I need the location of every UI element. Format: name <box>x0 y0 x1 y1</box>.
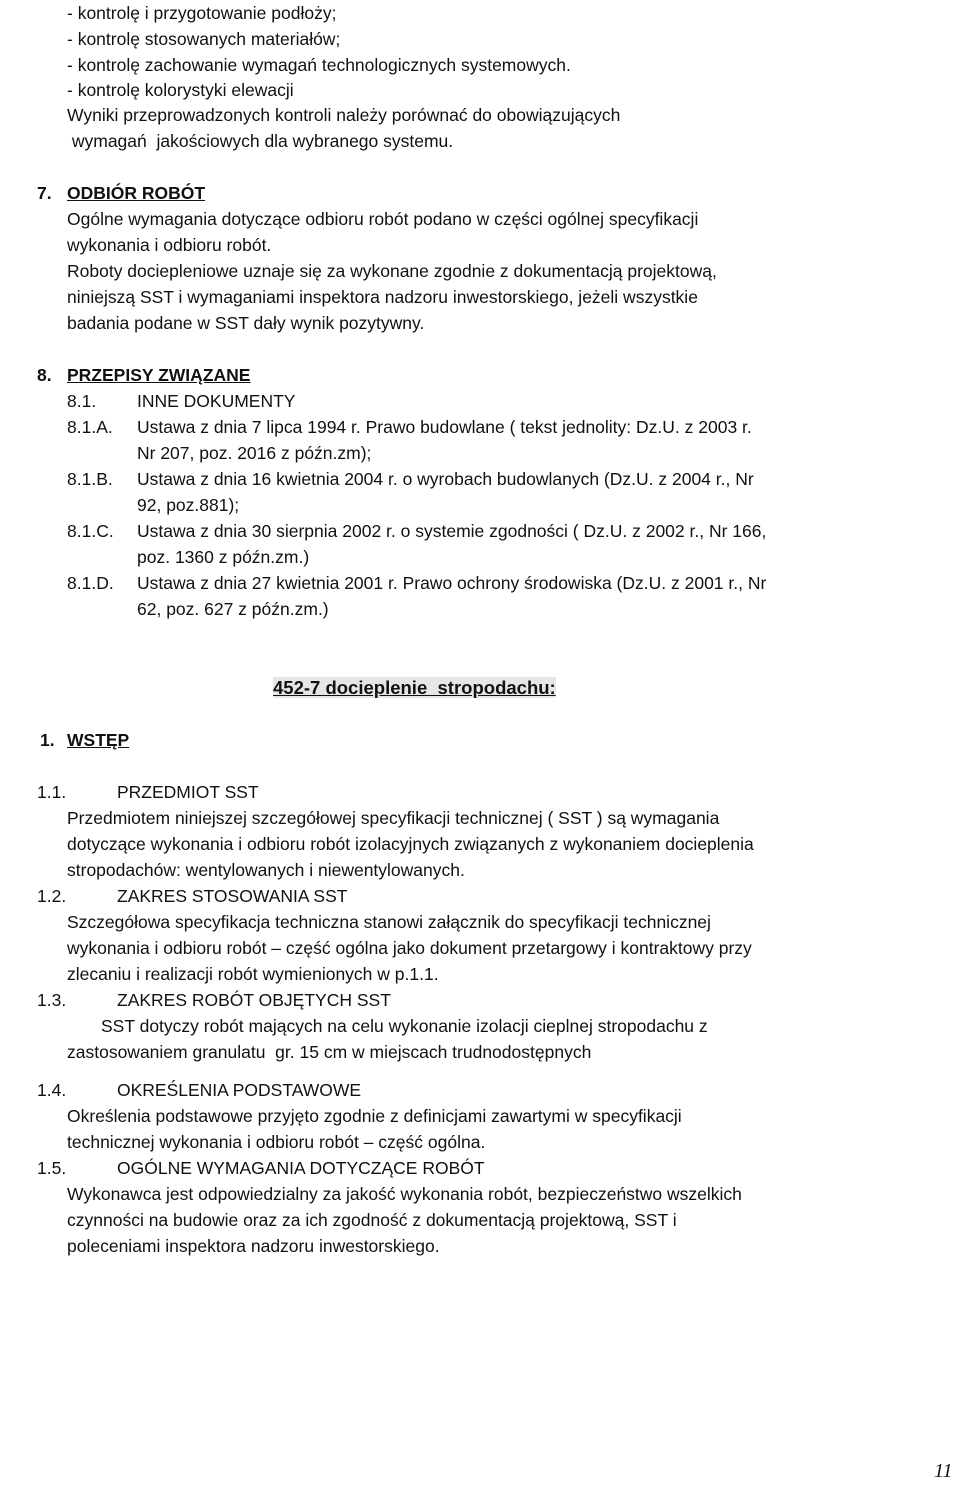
paragraph-line: Wykonawca jest odpowiedzialny za jakość wykonania robót, bezpieczeństwo wszelkich <box>67 1184 742 1204</box>
list-item: - kontrolę kolorystyki elewacji <box>67 80 294 100</box>
regulation-text: Ustawa z dnia 16 kwietnia 2004 r. o wyrobach budowlanych (Dz.U. z 2004 r., Nr <box>137 469 754 489</box>
subsection-number: 1.4. <box>37 1080 67 1100</box>
paragraph-line: stropodachów: wentylowanych i niewentylowanych. <box>67 860 465 880</box>
document-title: 452-7 docieplenie stropodachu: <box>273 677 556 698</box>
section-7-title: ODBIÓR ROBÓT <box>67 183 206 203</box>
section-7-number: 7. <box>37 183 52 203</box>
regulation-text: poz. 1360 z późn.zm.) <box>137 547 310 567</box>
regulation-text: Ustawa z dnia 27 kwietnia 2001 r. Prawo ochrony środowiska (Dz.U. z 2001 r., Nr <box>137 573 767 593</box>
subsection-title: ZAKRES STOSOWANIA SST <box>117 886 348 906</box>
subsection-title: ZAKRES ROBÓT OBJĘTYCH SST <box>117 990 391 1010</box>
subsection-title: OKREŚLENIA PODSTAWOWE <box>117 1080 362 1100</box>
regulation-text: Ustawa z dnia 7 lipca 1994 r. Prawo budowlane ( tekst jednolity: Dz.U. z 2003 r. <box>137 417 752 437</box>
subsection-title: OGÓLNE WYMAGANIA DOTYCZĄCE ROBÓT <box>117 1158 485 1178</box>
subsection-title: PRZEDMIOT SST <box>117 782 259 802</box>
regulation-text: 62, poz. 627 z późn.zm.) <box>137 599 329 619</box>
paragraph-line: SST dotyczy robót mających na celu wykonanie izolacji cieplnej stropodachu z <box>101 1016 708 1036</box>
paragraph-line: zastosowaniem granulatu gr. 15 cm w miejscach trudnodostępnych <box>67 1042 592 1062</box>
section-8-title: PRZEPISY ZWIĄZANE <box>67 365 251 385</box>
regulation-number: 8.1.D. <box>67 573 114 593</box>
paragraph-line: Wyniki przeprowadzonych kontroli należy porównać do obowiązujących <box>67 105 621 125</box>
paragraph-line: technicznej wykonania i odbioru robót – część ogólna. <box>67 1132 486 1152</box>
regulation-text: 92, poz.881); <box>137 495 240 515</box>
subsection-number: 1.5. <box>37 1158 67 1178</box>
paragraph-line: Przedmiotem niniejszej szczegółowej specyfikacji technicznej ( SST ) są wymagania <box>67 808 720 828</box>
paragraph-line: dotyczące wykonania i odbioru robót izolacyjnych związanych z wykonaniem docieplenia <box>67 834 754 854</box>
paragraph-line: czynności na budowie oraz za ich zgodność z dokumentacją projektową, SST i <box>67 1210 677 1230</box>
subsection-number: 1.3. <box>37 990 67 1010</box>
paragraph-line: wykonania i odbioru robót – część ogólna jako dokument przetargowy i kontraktowy przy <box>67 938 752 958</box>
paragraph-line: wykonania i odbioru robót. <box>67 235 272 255</box>
regulation-number: 8.1.B. <box>67 469 113 489</box>
paragraph-line: Ogólne wymagania dotyczące odbioru robót podano w części ogólnej specyfikacji <box>67 209 699 229</box>
paragraph-line: zlecaniu i realizacji robót wymienionych w p.1.1. <box>67 964 439 984</box>
regulation-text: Nr 207, poz. 2016 z późn.zm); <box>137 443 372 463</box>
section-1-title: WSTĘP <box>67 730 130 750</box>
list-item: - kontrolę zachowanie wymagań technologicznych systemowych. <box>67 55 571 75</box>
paragraph-line: wymagań jakościowych dla wybranego systemu. <box>67 131 454 151</box>
section-1-number: 1. <box>40 730 55 750</box>
regulation-text: Ustawa z dnia 30 sierpnia 2002 r. o systemie zgodności ( Dz.U. z 2002 r., Nr 166, <box>137 521 767 541</box>
subsection-number: 8.1. <box>67 391 97 411</box>
list-item: - kontrolę i przygotowanie podłoży; <box>67 3 337 23</box>
subsection-number: 1.1. <box>37 782 67 802</box>
paragraph-line: Szczegółowa specyfikacja techniczna stanowi załącznik do specyfikacji technicznej <box>67 912 711 932</box>
regulation-number: 8.1.A. <box>67 417 113 437</box>
paragraph-line: badania podane w SST dały wynik pozytywny. <box>67 313 425 333</box>
list-item: - kontrolę stosowanych materiałów; <box>67 29 341 49</box>
paragraph-line: Roboty dociepleniowe uznaje się za wykonane zgodnie z dokumentacją projektową, <box>67 261 717 281</box>
regulation-number: 8.1.C. <box>67 521 114 541</box>
subsection-title: INNE DOKUMENTY <box>137 391 296 411</box>
subsection-number: 1.2. <box>37 886 67 906</box>
paragraph-line: niniejszą SST i wymaganiami inspektora nadzoru inwestorskiego, jeżeli wszystkie <box>67 287 698 307</box>
section-8-number: 8. <box>37 365 52 385</box>
page-number: 11 <box>934 1460 953 1482</box>
paragraph-line: Określenia podstawowe przyjęto zgodnie z definicjami zawartymi w specyfikacji <box>67 1106 682 1126</box>
paragraph-line: poleceniami inspektora nadzoru inwestorskiego. <box>67 1236 440 1256</box>
